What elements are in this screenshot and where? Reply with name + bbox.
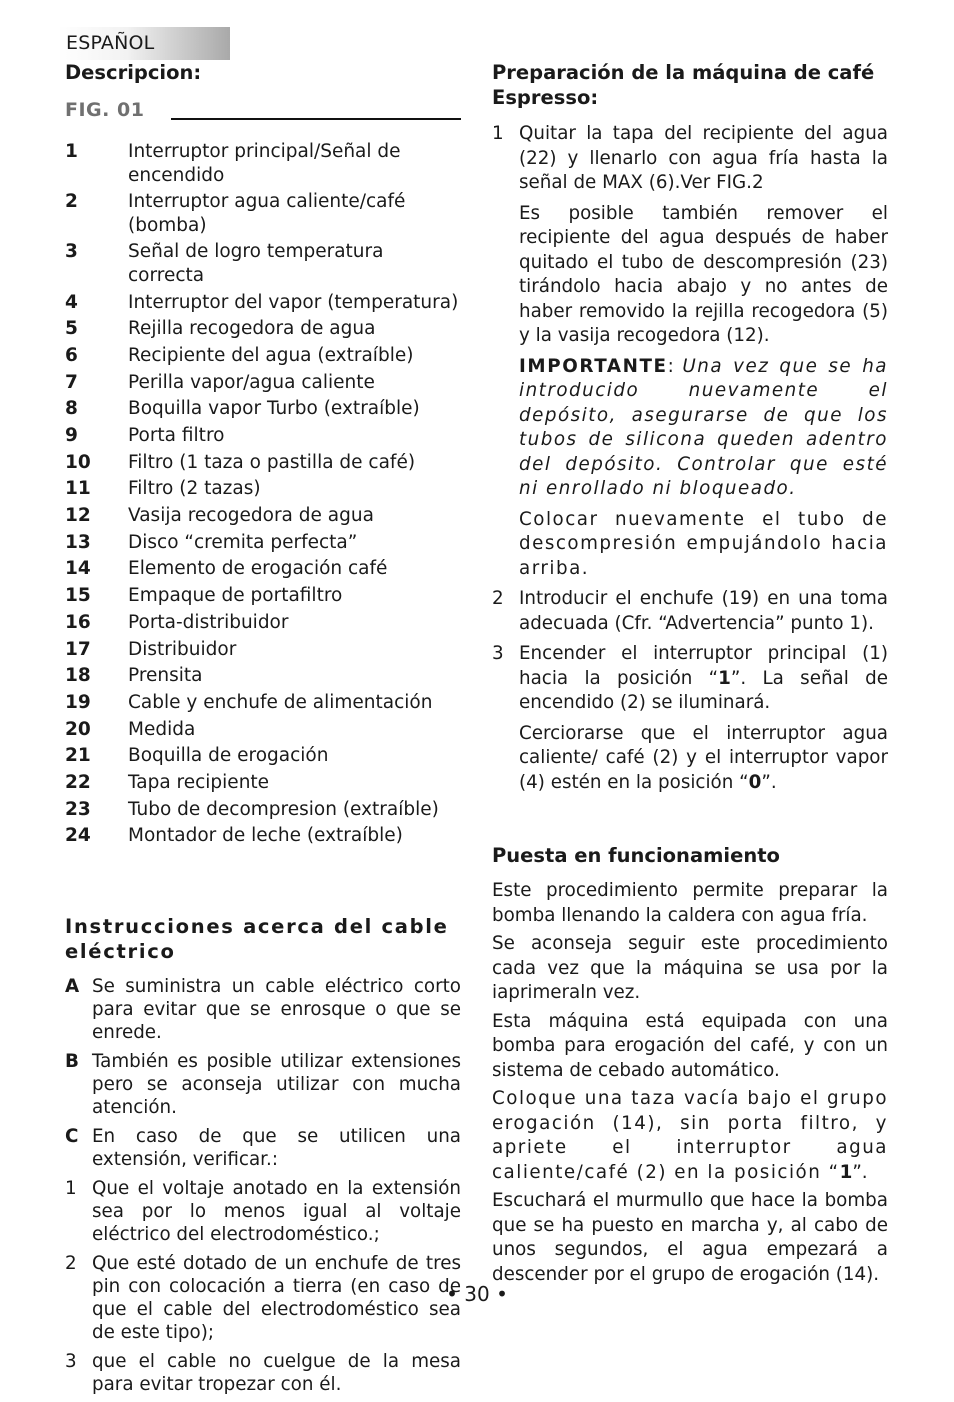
list-item	[65, 140, 461, 187]
item-label: Perilla vapor/agua caliente	[128, 371, 375, 393]
text-fragment: Coloque una taza vacía bajo el grupo erogación (14), sin porta filtro, y apriete el interruptor agua caliente/café (2) en la posición “	[492, 1088, 888, 1183]
item-label: Rejilla recogedora de agua	[128, 318, 376, 340]
language-tab: ESPAÑOL	[58, 27, 230, 60]
puesta-paragraph: Escuchará el murmullo que hace la bomba que se ha puesto en marcha y, al cabo de unos segundos, el agua empezará a descender por el grupo de erogación (14).	[492, 1190, 888, 1285]
item-label: Porta filtro	[128, 425, 225, 446]
puesta-paragraph	[492, 1087, 888, 1185]
item-label: Boquilla de erogación	[128, 745, 329, 767]
position-value: 0	[748, 771, 762, 793]
list-item	[65, 240, 461, 287]
item-marker: 2	[65, 1252, 77, 1274]
item-number: 3	[65, 241, 78, 263]
item-number: 14	[65, 558, 91, 580]
item-text: Que esté dotado de un enchufe de tres pin con colocación a tierra (en caso de que el cable del electrodoméstico sea de este tipo);	[92, 1252, 461, 1343]
item-number: 15	[65, 585, 91, 607]
step-3-note	[519, 722, 888, 796]
item-label: Prensita	[128, 665, 203, 687]
text-fragment: ”.	[852, 1161, 868, 1183]
item-label: Tubo de decompresion (extraíble)	[128, 798, 439, 820]
item-number: 19	[65, 691, 91, 713]
text-fragment: Cerciorarse que el interruptor agua caliente/ café (2) y el interruptor vapor (4) estén en la posición “	[519, 722, 888, 793]
item-number: 18	[65, 665, 91, 687]
list-item	[65, 397, 461, 421]
item-number: 9	[65, 425, 78, 446]
list-item	[65, 317, 461, 341]
item-label: Interruptor agua caliente/café (bomba)	[128, 191, 406, 236]
puesta-paragraph: Este procedimiento permite preparar la bomba llenando la caldera con agua fría.	[492, 880, 888, 926]
list-item	[65, 824, 461, 848]
list-item	[65, 664, 461, 688]
page-number: • 30 •	[446, 1282, 508, 1306]
list-item	[65, 691, 461, 715]
list-item	[65, 291, 461, 315]
fig-label: FIG. 01	[65, 99, 145, 121]
list-item	[65, 718, 461, 742]
item-label: Montador de leche (extraíble)	[128, 825, 403, 847]
step-1-note: Es posible también remover el recipiente del agua después de haber quitado el tubo de descompresión (23) tirándolo hacia abajo y no antes de haber removido la rejilla recogedora (5) y la vasija recogedora (12).	[519, 202, 888, 346]
list-item	[65, 451, 461, 475]
list-item	[65, 771, 461, 795]
item-number: 8	[65, 398, 78, 420]
item-label: Señal de logro temperatura correcta	[128, 241, 384, 286]
prep-steps	[492, 122, 888, 795]
list-item	[65, 638, 461, 662]
item-marker: C	[65, 1125, 79, 1147]
right-column	[492, 60, 888, 1291]
step-1-text: Quitar la tapa del recipiente del agua (22) y llenarlo con agua fría hasta la señal de MAX (6).Ver FIG.2	[519, 123, 888, 193]
text-fragment: ”. La señal de encendido (2) se iluminará.	[519, 667, 888, 713]
list-item	[65, 611, 461, 635]
item-label: Disco “cremita perfecta”	[128, 531, 358, 553]
puesta-paragraph: Esta máquina está equipada con una bomba para erogación del café, y con un sistema de cebado automático.	[492, 1010, 888, 1081]
item-number: 6	[65, 344, 78, 366]
item-number: 21	[65, 745, 91, 767]
position-value: 1	[839, 1161, 853, 1183]
item-label: Boquilla vapor Turbo (extraíble)	[128, 398, 420, 420]
list-item	[65, 344, 461, 368]
item-number: 4	[65, 291, 78, 313]
list-item	[65, 798, 461, 822]
item-label: Cable y enchufe de alimentación	[128, 691, 433, 713]
item-number: 17	[65, 638, 91, 660]
step-1	[492, 122, 888, 581]
list-item	[65, 531, 461, 555]
importante-label: IMPORTANTE	[519, 355, 668, 377]
item-label: Interruptor principal/Señal de encendido	[128, 141, 401, 186]
step-number: 2	[492, 588, 504, 609]
description-title: Descripcion:	[65, 61, 202, 84]
list-item	[65, 744, 461, 768]
item-number: 11	[65, 478, 91, 500]
position-value: 1	[718, 667, 731, 689]
item-number: 10	[65, 451, 91, 473]
step-3-text	[519, 642, 888, 716]
item-text: que el cable no cuelgue de la mesa para evitar tropezar con él.	[92, 1350, 461, 1395]
fig-header	[65, 99, 461, 129]
list-item	[65, 975, 461, 1044]
item-text: Se suministra un cable eléctrico corto para evitar que se enrosque o que se enrede.	[92, 975, 461, 1043]
item-text: También es posible utilizar extensiones pero se aconseja utilizar con mucha atención.	[92, 1050, 461, 1118]
puesta-paragraph: Se aconseja seguir este procedimiento cada vez que la máquina se usa por la iaprimeraln vez.	[492, 933, 888, 1003]
importante-note	[519, 355, 888, 502]
item-number: 24	[65, 825, 91, 847]
item-marker: 3	[65, 1350, 77, 1372]
item-number: 12	[65, 505, 91, 527]
list-item	[65, 424, 461, 448]
list-item	[65, 1125, 461, 1171]
list-item	[65, 584, 461, 608]
item-text: Que el voltaje anotado en la extensión sea por lo menos igual al voltaje eléctrico del electrodoméstico.;	[92, 1177, 461, 1245]
step-number: 1	[492, 123, 504, 144]
item-label: Filtro (2 tazas)	[128, 478, 261, 500]
item-label: Filtro (1 taza o pastilla de café)	[128, 451, 416, 473]
item-number: 7	[65, 371, 78, 393]
text-fragment: ”.	[761, 771, 777, 793]
parts-list	[65, 140, 461, 848]
step-2	[492, 587, 888, 636]
cable-lettered-list	[65, 975, 461, 1171]
item-number: 5	[65, 318, 78, 340]
list-item	[65, 371, 461, 395]
cable-section-title: Instrucciones acerca del cable eléctrico	[65, 914, 449, 963]
item-number: 23	[65, 798, 91, 820]
item-label: Medida	[128, 718, 196, 740]
puesta-title: Puesta en funcionamiento	[492, 844, 780, 867]
importante-text: Una vez que se ha introducido nuevamente el depósito, asegurarse de que los tubos de silicona queden adentro del depósito. Controlar que esté ni enrollado ni bloqueado.	[519, 355, 889, 499]
list-item	[65, 1177, 461, 1246]
step-2-text: Introducir el enchufe (19) en una toma adecuada (Cfr. “Advertencia” punto 1).	[519, 588, 888, 634]
item-number: 16	[65, 611, 91, 633]
puesta-body	[492, 879, 888, 1287]
text-fragment: Encender el interruptor principal (1) hacia la posición “	[519, 643, 888, 689]
item-label: Empaque de portafiltro	[128, 585, 343, 607]
item-label: Interruptor del vapor (temperatura)	[128, 291, 459, 313]
item-number: 1	[65, 141, 78, 162]
item-label: Porta-distribuidor	[128, 611, 289, 633]
item-number: 13	[65, 531, 91, 553]
item-number: 2	[65, 191, 78, 213]
item-label: Vasija recogedora de agua	[128, 505, 374, 527]
importante-colon: :	[667, 355, 674, 377]
prep-title: Preparación de la máquina de café Espresso:	[492, 61, 875, 109]
item-label: Elemento de erogación café	[128, 558, 388, 580]
item-marker: B	[65, 1050, 79, 1072]
item-marker: 1	[65, 1177, 77, 1199]
list-item	[65, 504, 461, 528]
list-item	[65, 1350, 461, 1396]
step-1-closing: Colocar nuevamente el tubo de descompresión empujándolo hacia arriba.	[519, 508, 888, 579]
item-label: Distribuidor	[128, 638, 237, 660]
step-3	[492, 642, 888, 795]
item-label: Tapa recipiente	[128, 771, 270, 793]
list-item	[65, 190, 461, 237]
left-column	[65, 60, 461, 1402]
list-item	[65, 557, 461, 581]
item-text: En caso de que se utilicen una extensión, verificar.:	[92, 1125, 461, 1170]
fig-divider	[171, 118, 461, 120]
item-number: 20	[65, 718, 91, 740]
list-item	[65, 1050, 461, 1119]
list-item	[65, 477, 461, 501]
item-number: 22	[65, 771, 91, 793]
step-number: 3	[492, 643, 504, 664]
item-marker: A	[65, 975, 80, 997]
item-label: Recipiente del agua (extraíble)	[128, 344, 414, 366]
